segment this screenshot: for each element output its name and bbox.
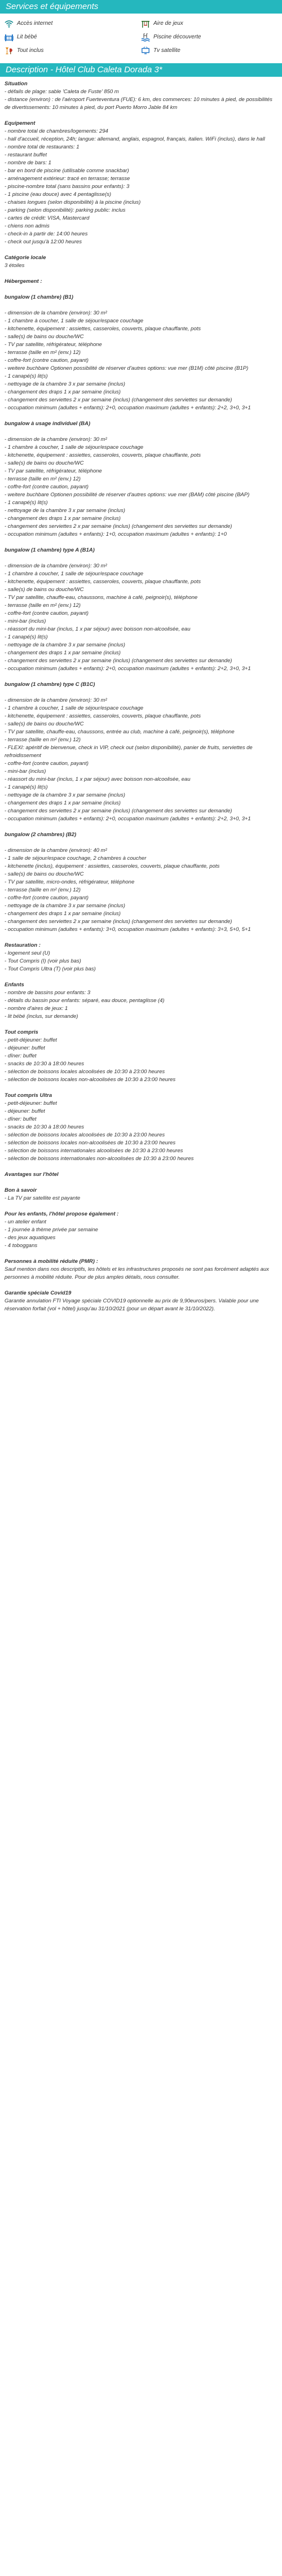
section-line [5, 839, 277, 847]
section-line: - snacks de 10:30 à 18:00 heures [5, 1124, 85, 1130]
section-line: - weitere buchbare Optionen possibilité de réserver d'autres options: vue mer (BAM) côté piscine (BAP) [5, 492, 250, 498]
section-line: - chaises longues (selon disponibilité) à la piscine (inclus) [5, 199, 141, 205]
section-line: - nombre d'aires de jeux: 1 [5, 1005, 68, 1012]
section-line: - changement des draps 1 x par semaine (inclus) [5, 800, 121, 806]
section-line: - salle(s) de bains ou douche/WC [5, 871, 84, 877]
crib-icon [5, 33, 14, 42]
section-line: - dimension de la chambre (environ): 30 m² [5, 697, 107, 703]
service-label: Lit bébé [17, 34, 37, 40]
section-line: - snacks de 10:30 à 18:00 heures [5, 1061, 85, 1067]
section-heading: bungalow (1 chambre) type C (B1C) [5, 681, 95, 688]
service-tv-satellite [141, 46, 277, 55]
section-line: - 1 canapé(s) lit(s) [5, 500, 48, 506]
section-line [5, 689, 277, 697]
services-title: Services et équipements [6, 2, 99, 11]
section-line: - nombre total de restaurants: 1 [5, 144, 80, 150]
section-line: - nettoyage de la chambre 3 x par semaine (inclus) [5, 642, 125, 648]
section-line: - nettoyage de la chambre 3 x par semaine (inclus) [5, 903, 125, 909]
section-line: - dimension de la chambre (environ): 40 m² [5, 847, 107, 854]
section-line: - Tout Compris Ultra (T) (voir plus bas) [5, 966, 96, 972]
section-heading: Tout compris Ultra [5, 1092, 52, 1099]
section-line: - 1 journée à thème privée par semaine [5, 1227, 98, 1233]
section-line: - terrasse (taille en m² (env.) 12) [5, 476, 81, 482]
section-line: Sauf mention dans nos descriptifs, les hôtels et les infrastructures proposés ne sont pas forcément adaptés aux personnes à mobilité réduite. Pour de plus amples détails, nous consulter. [5, 1266, 269, 1280]
section-line [5, 301, 277, 309]
service-acces-internet [5, 19, 141, 28]
section-line: - sélection de boissons locales alcoolisées de 10:30 à 23:00 heures [5, 1069, 165, 1075]
description-section [5, 981, 277, 1021]
section-line: - changement des draps 1 x par semaine (inclus) [5, 911, 121, 917]
section-line: - terrasse (taille en m² (env.) 12) [5, 737, 81, 743]
services-banner [0, 0, 282, 14]
service-tout-inclus [5, 46, 141, 55]
section-line: - un atelier enfant [5, 1219, 46, 1225]
section-line: - 1 canapé(s) lit(s) [5, 784, 48, 790]
section-heading: Pour les enfants, l'hôtel propose également : [5, 1211, 119, 1217]
playground-icon [141, 19, 150, 28]
section-line: - réassort du mini-bar (inclus, 1 x par séjour) avec boisson non-alcoolisée, eau [5, 626, 191, 632]
section-line: - nombre total de chambres/logements: 294 [5, 128, 108, 134]
wifi-icon [5, 19, 14, 28]
description-section [5, 1029, 277, 1084]
all-inclusive-icon [5, 46, 14, 55]
section-line: - des jeux aquatiques [5, 1235, 56, 1241]
section-line: - 1 chambre à coucher, 1 salle de séjour/espace couchage [5, 705, 144, 711]
section-line: - FLEXI: apéritif de bienvenue, check in VIP, check out (selon disponibilité), panier de fruits, serviettes de refroidissement [5, 745, 253, 759]
section-line: - changement des draps 1 x par semaine (inclus) [5, 650, 121, 656]
section-line: - 1 chambre à coucher, 1 salle de séjour/espace couchage [5, 571, 144, 577]
section-line: - salle(s) de bains ou douche/WC [5, 460, 84, 466]
section-line: - TV par satellite, réfrigérateur, téléphone [5, 342, 102, 348]
description-section [5, 278, 277, 286]
section-line [5, 428, 277, 436]
section-line: - La TV par satellite est payante [5, 1195, 81, 1201]
section-line: - petit-déjeuner: buffet [5, 1037, 57, 1043]
section-line: - TV par satellite, réfrigérateur, téléphone [5, 468, 102, 474]
section-heading: Hébergement : [5, 278, 42, 285]
section-line: - kitchenette, équipement : assiettes, casseroles, couverts, plaque chauffante, pots [5, 579, 201, 585]
description-section [5, 254, 277, 270]
section-line: - 1 canapé(s) lit(s) [5, 373, 48, 379]
section-line: - cartes de crédit: VISA, Mastercard [5, 215, 90, 221]
section-line: - kitchenette (inclus), équipement : assiettes, casseroles, couverts, plaque chauffante, pots [5, 863, 220, 869]
description-banner [0, 63, 282, 77]
description-section [5, 1171, 277, 1179]
description-section [5, 294, 277, 412]
section-line: - nombre de bassins pour enfants: 3 [5, 990, 91, 996]
service-lit-bebe [5, 33, 141, 42]
section-line: - 1 salle de séjour/espace couchage, 2 chambres à coucher [5, 855, 147, 861]
section-line: - Tout Compris (I) (voir plus bas) [5, 958, 81, 964]
section-heading: Avantages sur l'hôtel [5, 1171, 59, 1178]
section-line: - logement seul (U) [5, 950, 50, 956]
section-line: - petit-déjeuner: buffet [5, 1100, 57, 1107]
service-label: Tout inclus [17, 47, 44, 54]
description-section [5, 120, 277, 246]
section-heading: bungalow (1 chambre) type A (B1A) [5, 547, 95, 553]
section-line: - nettoyage de la chambre 3 x par semaine (inclus) [5, 792, 125, 798]
section-line: - restaurant buffet [5, 152, 47, 158]
section-line: - lit bébé (inclus, sur demande) [5, 1013, 78, 1020]
description-section [5, 831, 277, 934]
section-line: - occupation minimum (adultes + enfants): 2+0, occupation maximum (adultes + enfants): 2+2, 3+0, 3+1 [5, 405, 251, 411]
description-body [0, 80, 282, 1319]
section-line: - changement des serviettes 2 x par semaine (inclus) (changement des serviettes sur demande) [5, 658, 232, 664]
section-line: - terrasse (taille en m² (env.) 12) [5, 349, 81, 356]
section-line: - occupation minimum (adultes + enfants): 1+0, occupation maximum (adultes + enfants): 1+0 [5, 531, 227, 537]
section-line: - 1 chambre à coucher, 1 salle de séjour/espace couchage [5, 444, 144, 451]
section-line: - nettoyage de la chambre 3 x par semaine (inclus) [5, 508, 125, 514]
description-section [5, 80, 277, 112]
section-line: - check out jusqu'à 12:00 heures [5, 239, 82, 245]
section-line: - changement des serviettes 2 x par semaine (inclus) (changement des serviettes sur demande) [5, 808, 232, 814]
section-line [5, 554, 277, 562]
section-line: - piscine-nombre total (sans bassins pour enfants): 3 [5, 183, 130, 190]
section-line: - coffre-fort (contre caution, payant) [5, 610, 89, 616]
section-heading: Enfants [5, 982, 24, 988]
section-line: - hall d'accueil, réception, 24h; langue: allemand, anglais, espagnol, français, italien. WiFi (inclus), dans le hall [5, 136, 265, 142]
section-line: - occupation minimum (adultes + enfants): 2+0, occupation maximum (adultes + enfants): 2+2, 3+0, 3+1 [5, 666, 251, 672]
section-line: - sélection de boissons locales non-alcoolisées de 10:30 à 23:00 heures [5, 1077, 176, 1083]
service-label: Accès internet [17, 20, 53, 27]
section-line: - kitchenette, équipement : assiettes, casseroles, couverts, plaque chauffante, pots [5, 713, 201, 719]
section-line: - changement des draps 1 x par semaine (inclus) [5, 389, 121, 395]
section-line: - weitere buchbare Optionen possibilité de réserver d'autres options: vue mer (B1M) côté piscine (B1P) [5, 365, 249, 371]
section-line: - kitchenette, équipement : assiettes, casseroles, couverts, plaque chauffante, pots [5, 326, 201, 332]
section-line: - TV par satellite, chauffe-eau, chaussons, entrée au club, machine à café, peignoir(s), téléphone [5, 729, 235, 735]
section-line: - sélection de boissons internationales non-alcoolisées de 10:30 à 23:00 heures [5, 1156, 194, 1162]
section-heading: Catégorie locale [5, 255, 46, 261]
section-line: - déjeuner: buffet [5, 1108, 45, 1114]
section-line: - dimension de la chambre (environ): 30 m² [5, 436, 107, 443]
section-heading: Garantie spéciale Covid19 [5, 1290, 72, 1296]
section-line: - chiens non admis [5, 223, 50, 229]
section-line: - sélection de boissons locales non-alcoolisées de 10:30 à 23:00 heures [5, 1140, 176, 1146]
section-heading: bungalow (1 chambre) (B1) [5, 294, 73, 300]
section-line: - TV par satellite, micro-ondes, réfrigérateur, téléphone [5, 879, 135, 885]
description-section [5, 420, 277, 539]
section-line: - 4 toboggans [5, 1243, 38, 1249]
section-line: - détails du bassin pour enfants: séparé, eau douce, pentaglisse (4) [5, 998, 165, 1004]
section-line: - coffre-fort (contre caution, payant) [5, 484, 89, 490]
section-line: - nombre de bars: 1 [5, 160, 51, 166]
section-line: - changement des serviettes 2 x par semaine (inclus) (changement des serviettes sur demande) [5, 397, 232, 403]
section-line: - 1 canapé(s) lit(s) [5, 634, 48, 640]
section-line: - TV par satellite, chauffe-eau, chaussons, machine à café, peignoir(s), téléphone [5, 594, 198, 601]
pool-icon [141, 33, 150, 42]
description-section [5, 1210, 277, 1250]
section-line: - réassort du mini-bar (inclus, 1 x par séjour) avec boisson non-alcoolisée, eau [5, 776, 191, 782]
section-line: - dîner: buffet [5, 1053, 37, 1059]
service-label: Piscine découverte [153, 34, 201, 40]
section-line: - terrasse (taille en m² (env.) 12) [5, 887, 81, 893]
section-line: - terrasse (taille en m² (env.) 12) [5, 602, 81, 609]
section-line: - occupation minimum (adultes + enfants): 3+0, occupation maximum (adultes + enfants): 3+3, 5+0, 5+1 [5, 926, 251, 933]
section-line: - sélection de boissons internationales alcoolisées de 10:30 à 23:00 heures [5, 1148, 183, 1154]
service-piscine-decouverte [141, 33, 277, 42]
description-section [5, 1289, 277, 1313]
section-line: - défails de plage: sable 'Caleta de Fuste' 850 m [5, 89, 119, 95]
section-line: - salle(s) de bains ou douche/WC [5, 721, 84, 727]
section-line: - coffre-fort (contre caution, payant) [5, 895, 89, 901]
section-line: - coffre-fort (contre caution, payant) [5, 760, 89, 767]
section-heading: Tout compris [5, 1029, 38, 1035]
service-label: Aire de jeux [153, 20, 183, 27]
description-title: Description - Hôtel Club Caleta Dorada 3* [6, 65, 162, 75]
section-line: - 1 piscine (eau douce) avec 4 pentaglisse(s) [5, 191, 112, 198]
section-line: - occupation minimum (adultes + enfants): 2+0, occupation maximum (adultes + enfants): 2+2, 3+0, 3+1 [5, 816, 251, 822]
services-grid [0, 17, 282, 63]
section-heading: Situation [5, 81, 28, 87]
section-line: - kitchenette, équipement : assiettes, casseroles, couverts, plaque chauffante, pots [5, 452, 201, 458]
description-section [5, 942, 277, 973]
section-line: - salle(s) de bains ou douche/WC [5, 334, 84, 340]
section-line: - distance (environ) : de l'aéroport Fuerteventura (FUE): 6 km, des commerces: 10 minutes à pied, de possibilités de divertissements: 10 minutes à pied, du port Puerto Morro Jable 84 km [5, 97, 272, 111]
description-section [5, 546, 277, 673]
section-line: - dimension de la chambre (environ): 30 m² [5, 563, 107, 569]
section-line: - salle(s) de bains ou douche/WC [5, 587, 84, 593]
section-line: - check-in à partir de: 14:00 heures [5, 231, 88, 237]
section-heading: Bon à savoir [5, 1187, 37, 1193]
section-line: Garantie annulation FTI Voyage spéciale COVID19 optionnelle au prix de 9,90euros/pers. Valable pour une réservation forfait (vol + hôtel) jusqu'au 31/10/2021 (pour un départ avant le 31/10/2022). [5, 1298, 259, 1312]
description-section [5, 1092, 277, 1163]
section-heading: Equipement [5, 120, 36, 126]
section-line: - dimension de la chambre (environ): 30 m² [5, 310, 107, 316]
service-label: Tv satellite [153, 47, 180, 54]
section-line: - changement des serviettes 2 x par semaine (inclus) (changement des serviettes sur demande) [5, 523, 232, 530]
section-line: 3 étoiles [5, 263, 25, 269]
tv-icon [141, 46, 150, 55]
section-line: - déjeuner: buffet [5, 1045, 45, 1051]
section-line: - sélection de boissons locales alcoolisées de 10:30 à 23:00 heures [5, 1132, 165, 1138]
description-section [5, 681, 277, 823]
service-aire-de-jeux [141, 19, 277, 28]
description-section [5, 1258, 277, 1282]
section-heading: bungalow à usage individuel (BA) [5, 421, 91, 427]
section-line: - parking (selon disponibilité): parking public: inclus [5, 207, 126, 213]
section-line: - 1 chambre à coucher, 1 salle de séjour/espace couchage [5, 318, 144, 324]
section-line: - aménagement extérieur: tracé en terrasse; terrasse [5, 176, 130, 182]
section-line: - dîner: buffet [5, 1116, 37, 1122]
section-heading: Personnes à mobilité réduite (PMR) : [5, 1258, 98, 1265]
section-line: - mini-bar (inclus) [5, 768, 46, 775]
section-line: - changement des serviettes 2 x par semaine (inclus) (changement des serviettes sur demande) [5, 919, 232, 925]
description-section [5, 1187, 277, 1202]
section-heading: Restauration : [5, 942, 41, 948]
section-line: - nettoyage de la chambre 3 x par semaine (inclus) [5, 381, 125, 387]
section-line: - bar en bord de piscine (utilisable comme snackbar) [5, 168, 129, 174]
section-line: - coffre-fort (contre caution, payant) [5, 357, 89, 364]
section-heading: bungalow (2 chambres) (B2) [5, 832, 77, 838]
section-line: - changement des draps 1 x par semaine (inclus) [5, 515, 121, 522]
section-line: - mini-bar (inclus) [5, 618, 46, 624]
